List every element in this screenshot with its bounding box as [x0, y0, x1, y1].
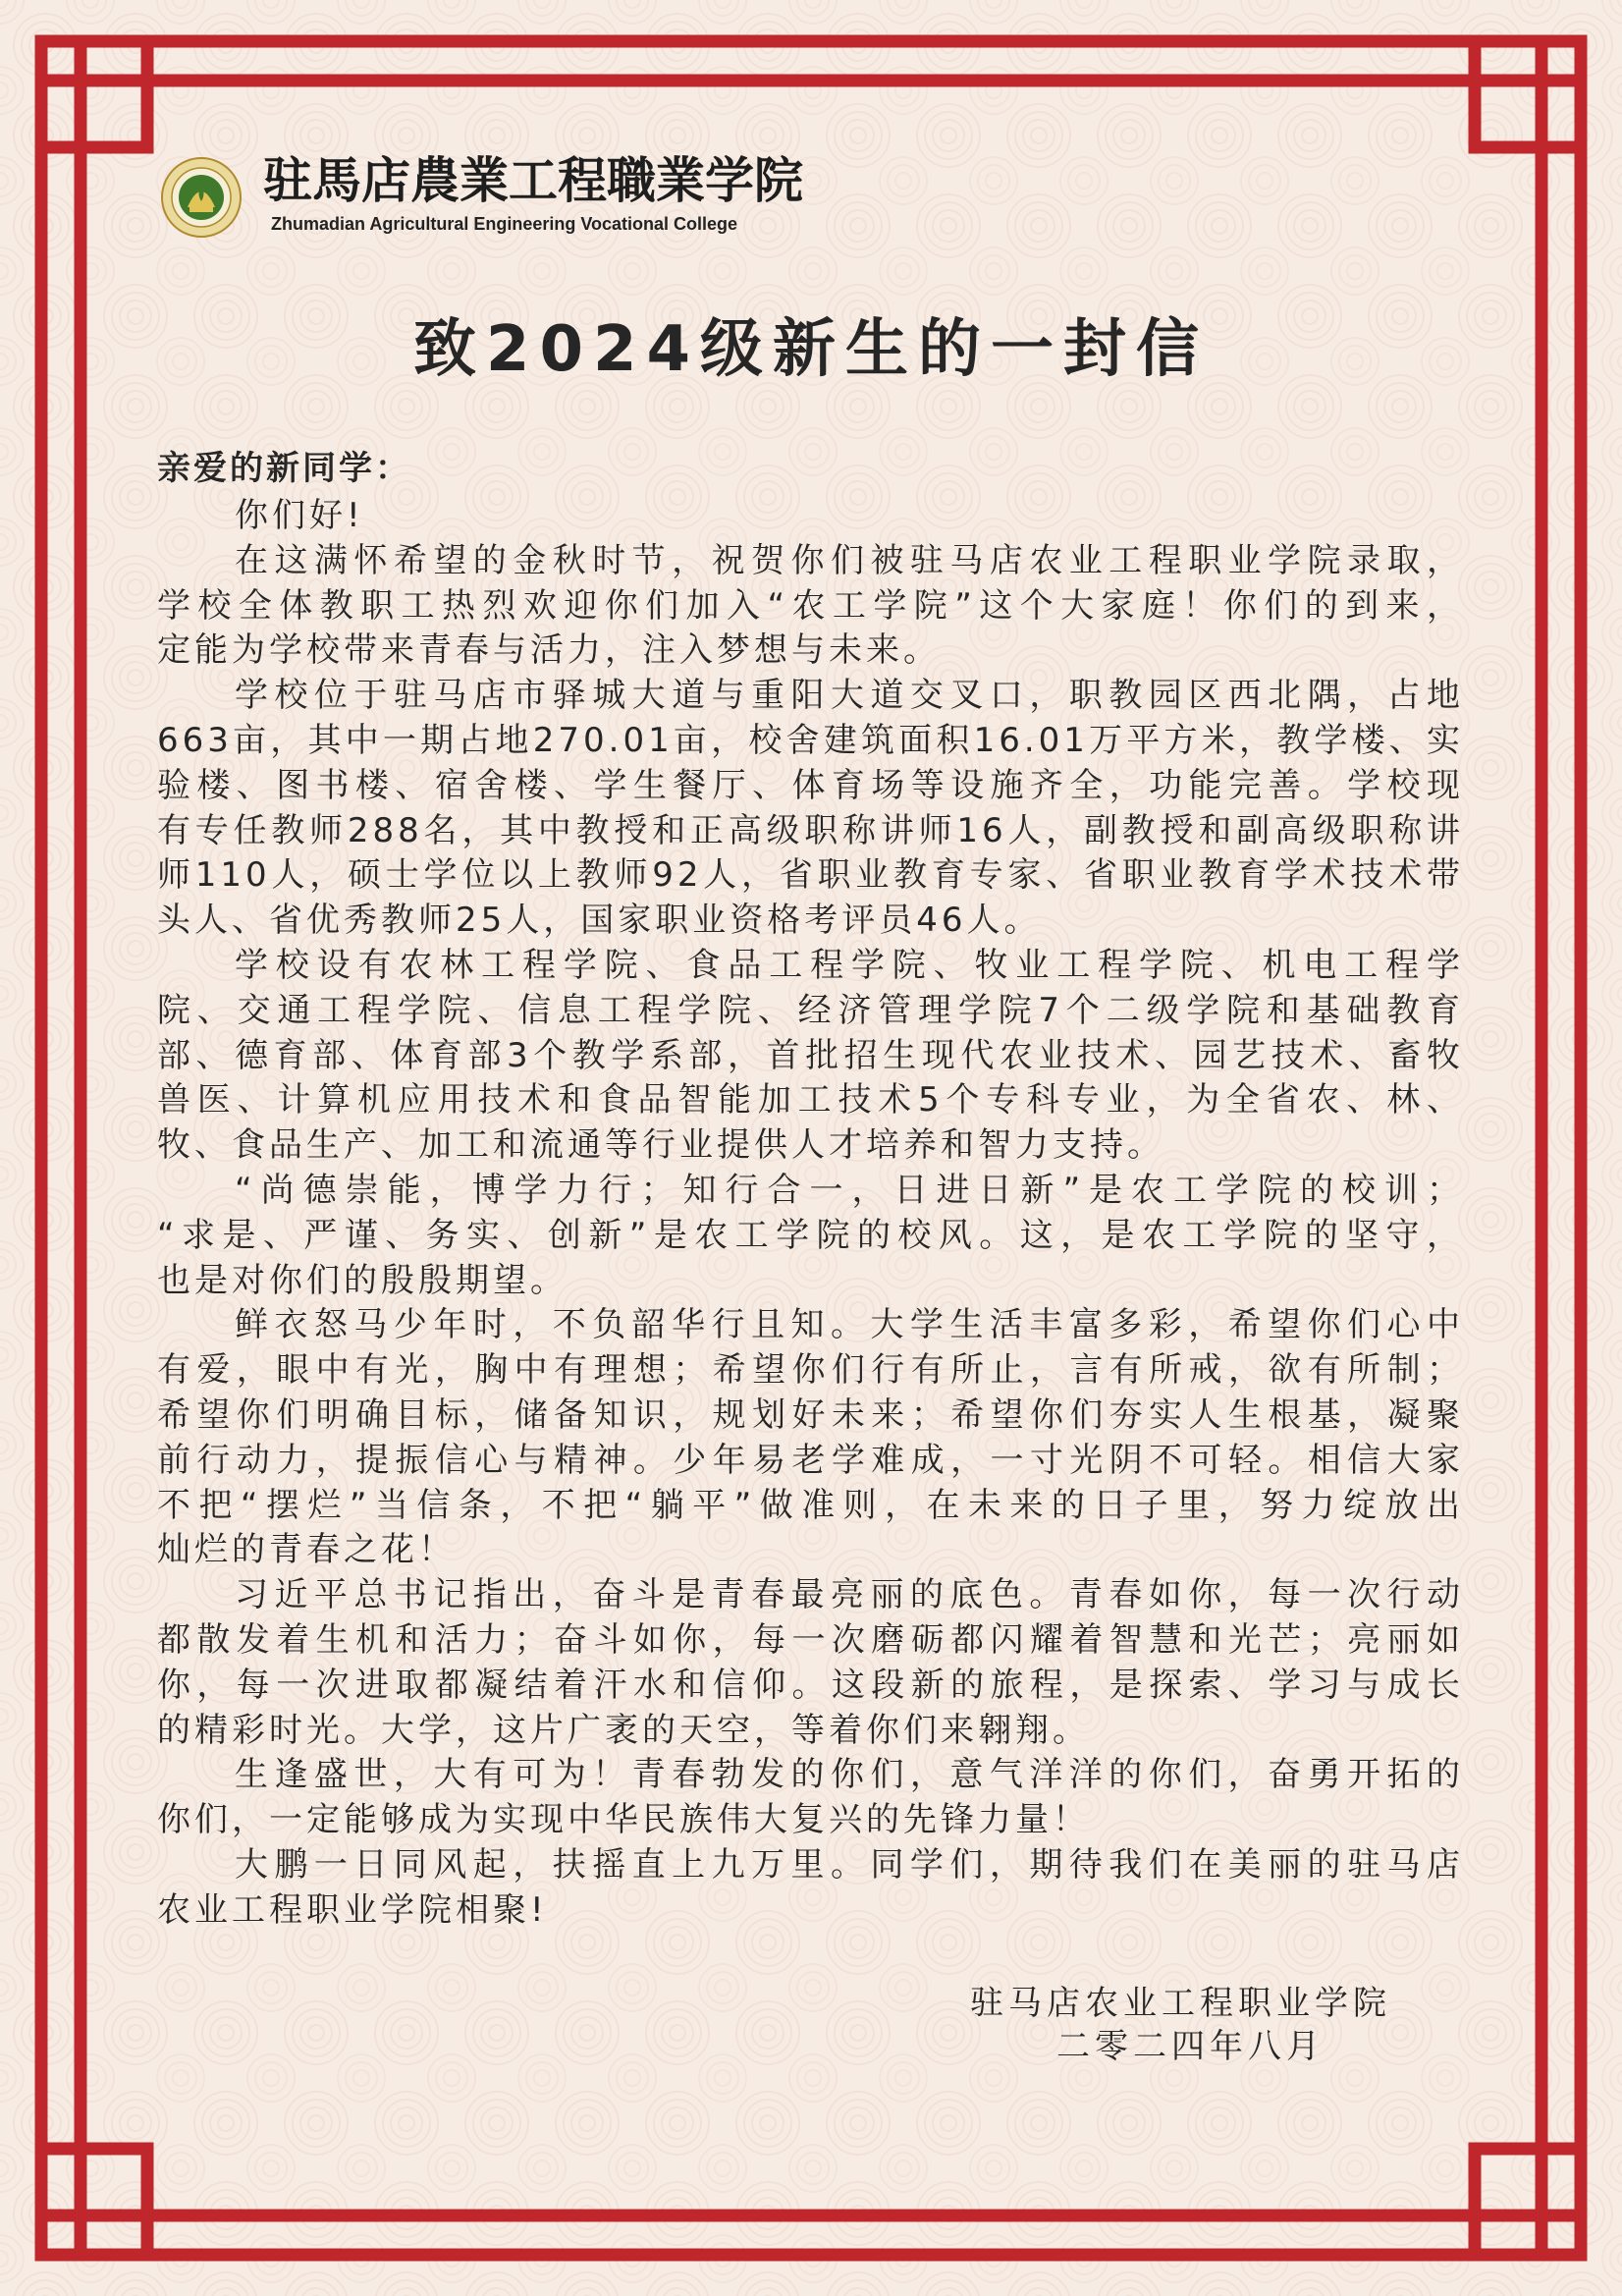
letter-line: 生逢盛世，大有可为！青春勃发的你们，意气洋洋的你们，奋勇开拓的 [235, 1755, 1464, 1795]
letter-paragraph [157, 674, 1464, 944]
corner-fret-top-right [1475, 41, 1581, 147]
school-name-english: Zhumadian Agricultural Engineering Vocational College [271, 214, 738, 234]
letter-line: 希望你们明确目标，储备知识，规划好未来；希望你们夯实人生根基，凝聚 [157, 1394, 1464, 1435]
corner-fret-bottom-right [1475, 2149, 1581, 2255]
letter-line: 部、德育部、体育部3个教学系部，首批招生现代农业技术、园艺技术、畜牧 [157, 1035, 1464, 1075]
letter-line: 定能为学校带来青春与活力，注入梦想与未来。 [157, 630, 941, 671]
letter-line: 663亩，其中一期占地270.01亩，校舍建筑面积16.01万平方米，教学楼、实 [157, 720, 1464, 760]
letter-line: 习近平总书记指出，奋斗是青春最亮丽的底色。青春如你，每一次行动 [235, 1575, 1464, 1615]
letter-line: 不把“摆烂”当信条，不把“躺平”做准则，在未来的日子里，努力绽放出 [157, 1485, 1464, 1525]
letter-paragraph [157, 1753, 1464, 1843]
letter-line: 牧、食品生产、加工和流通等行业提供人才培养和智力支持。 [157, 1125, 1164, 1166]
letter-paragraph [157, 1303, 1464, 1573]
letter-line: 学校位于驻马店市驿城大道与重阳大道交叉口，职教园区西北隅，占地 [235, 676, 1464, 716]
letter-line: “求是、严谨、务实、创新”是农工学院的校风。这，是农工学院的坚守， [157, 1215, 1464, 1255]
letter-line: 学校设有农林工程学院、食品工程学院、牧业工程学院、机电工程学 [235, 945, 1464, 985]
letter-line: 你们，一定能够成为实现中华民族伟大复兴的先锋力量！ [157, 1800, 1090, 1840]
letter-line: 兽医、计算机应用技术和食品智能加工技术5个专科专业，为全省农、林、 [157, 1080, 1464, 1121]
letter-line: 也是对你们的殷殷期望。 [157, 1260, 568, 1300]
letter-paragraph [157, 944, 1464, 1169]
letter-line: 院、交通工程学院、信息工程学院、经济管理学院7个二级学院和基础教育 [157, 990, 1464, 1030]
letter-line: 大鹏一日同风起，扶摇直上九万里。同学们，期待我们在美丽的驻马店 [235, 1844, 1464, 1885]
letter-paragraph [157, 494, 1464, 539]
letter-line: 你，每一次进取都凝结着汗水和信仰。这段新的旅程，是探索、学习与成长 [157, 1665, 1464, 1705]
letter-paragraph [157, 1169, 1464, 1303]
letter-line: “尚德崇能，博学力行；知行合一，日进日新”是农工学院的校训； [235, 1170, 1464, 1210]
letter-title: 致2024级新生的一封信 [412, 313, 1210, 386]
letter-line: 有爱，眼中有光，胸中有理想；希望你们行有所止，言有所戒，欲有所制； [157, 1350, 1464, 1391]
corner-fret-top-left [41, 41, 147, 147]
letter-line: 头人、省优秀教师25人，国家职业资格考评员46人。 [157, 901, 1042, 941]
letter-paragraph [157, 1573, 1464, 1753]
letter-line: 在这满怀希望的金秋时节，祝贺你们被驻马店农业工程职业学院录取， [235, 540, 1464, 580]
school-name-chinese: 驻馬店農業工程職業学院 [263, 151, 803, 209]
letter-line: 验楼、图书楼、宿舍楼、学生餐厅、体育场等设施齐全，功能完善。学校现 [157, 765, 1464, 805]
letter-line: 前行动力，提振信心与精神。少年易老学难成，一寸光阴不可轻。相信大家 [157, 1440, 1464, 1480]
letter-line: 学校全体教职工热烈欢迎你们加入“农工学院”这个大家庭！你们的到来， [157, 585, 1464, 626]
letter-greeting: 亲爱的新同学： [157, 449, 411, 488]
letter-body [157, 494, 1464, 1934]
signature-date: 二零二四年八月 [1056, 2027, 1325, 2066]
letter-line: 师110人，硕士学位以上教师92人，省职业教育专家、省职业教育学术技术带 [157, 855, 1464, 896]
letter-line: 鲜衣怒马少年时，不负韶华行且知。大学生活丰富多彩，希望你们心中 [235, 1305, 1464, 1345]
letter-line: 都散发着生机和活力；奋斗如你，每一次磨砺都闪耀着智慧和光芒；亮丽如 [157, 1619, 1464, 1660]
school-logo [160, 156, 243, 239]
letter-line: 你们好! [235, 496, 364, 535]
letter-line: 灿烂的青春之花！ [157, 1530, 456, 1570]
logo-emblem-base [189, 207, 213, 212]
corner-fret-bottom-left [41, 2149, 147, 2255]
letter-paragraph [157, 539, 1464, 674]
letter-paragraph [157, 1843, 1464, 1934]
letter-line: 有专任教师288名，其中教授和正高级职称讲师16人，副教授和副高级职称讲 [157, 810, 1464, 850]
signature-organization: 驻马店农业工程职业学院 [970, 1984, 1391, 2023]
letter-line: 的精彩时光。大学，这片广袤的天空，等着你们来翱翔。 [157, 1710, 1090, 1750]
letter-line: 农业工程职业学院相聚! [157, 1889, 548, 1930]
